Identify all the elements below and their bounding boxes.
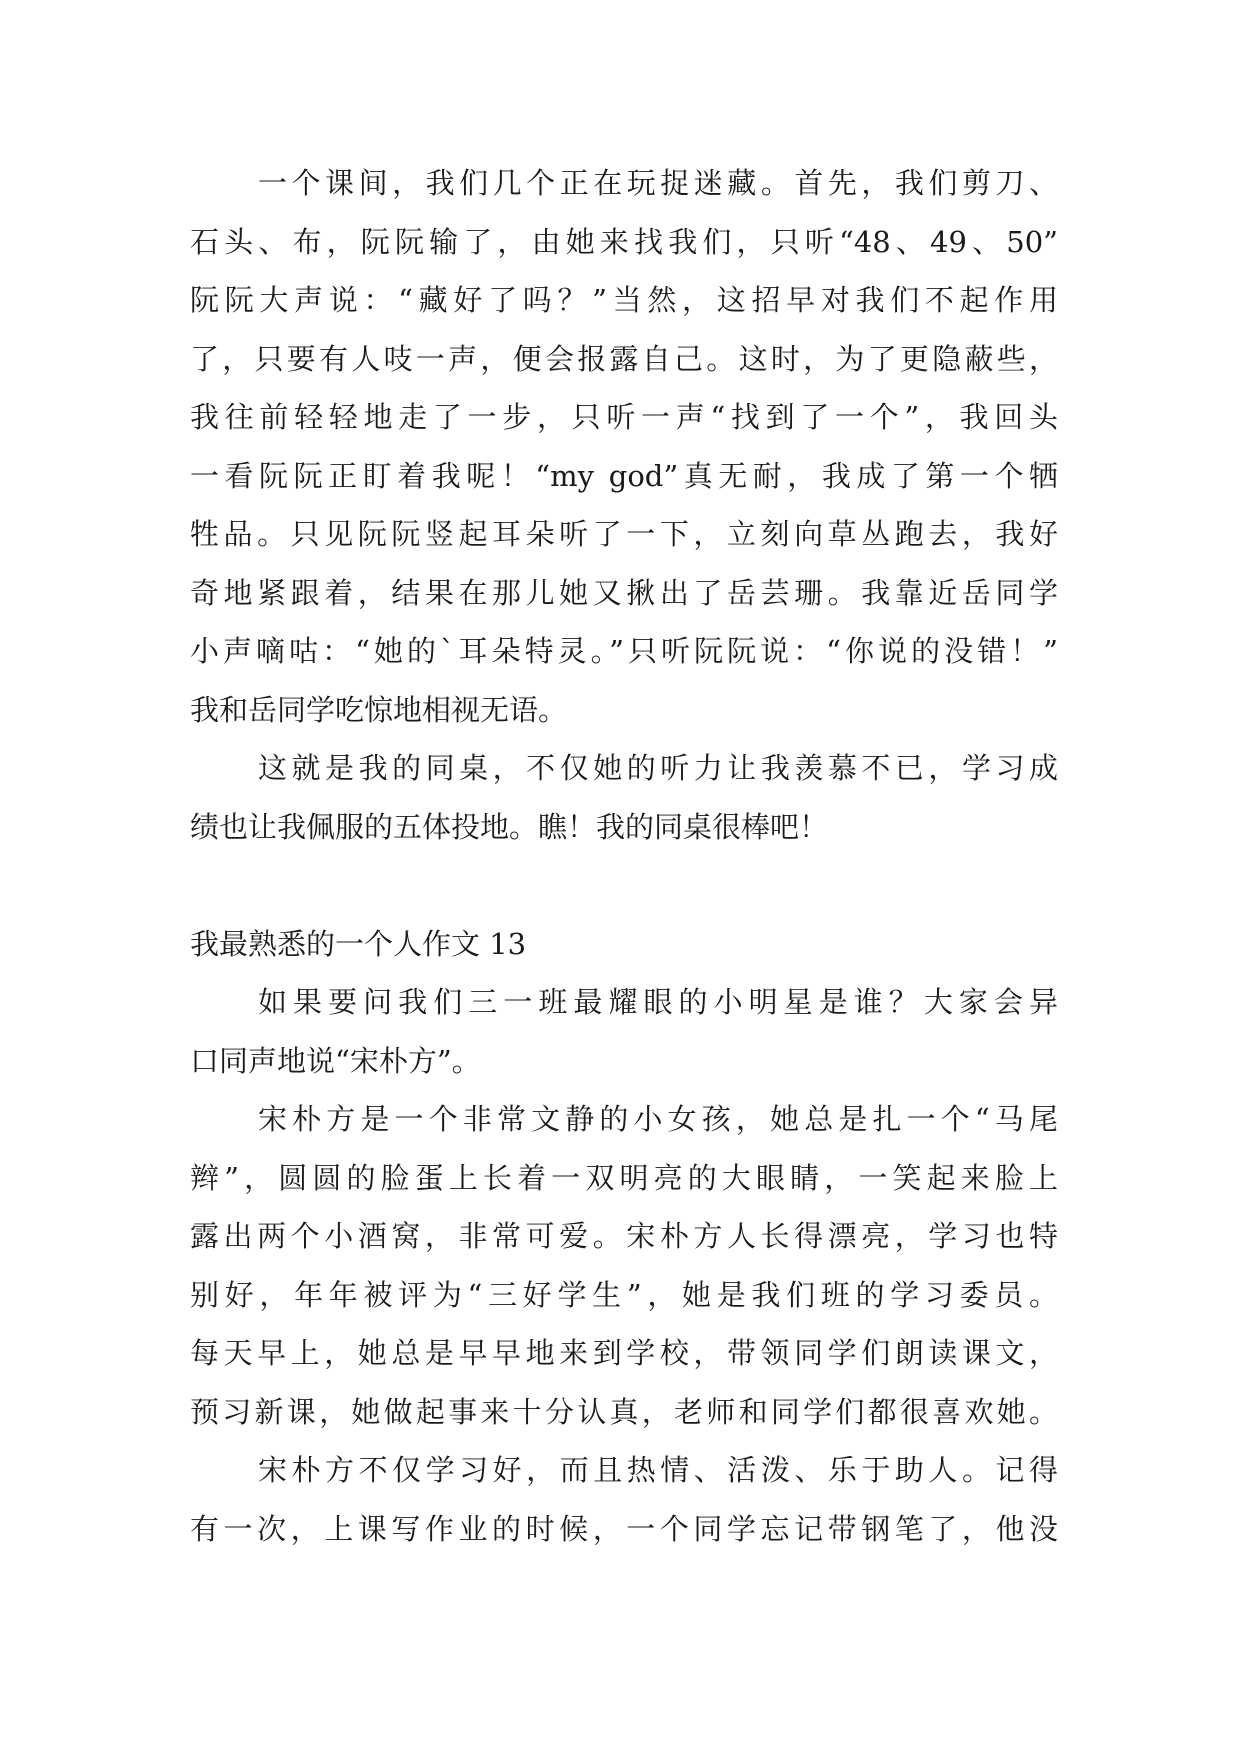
text-line: 牲品。只见阮阮竖起耳朵听了一下，立刻向草丛跑去，我好 <box>190 517 1058 551</box>
document-body <box>190 154 1058 1558</box>
text-line: 露出两个小酒窝，非常可爱。宋朴方人长得漂亮，学习也特 <box>190 1219 1058 1253</box>
text-line: 辫”，圆圆的脸蛋上长着一双明亮的大眼睛，一笑起来脸上 <box>190 1160 1058 1195</box>
text-line: 有一次，上课写作业的时候，一个同学忘记带钢笔了，他没 <box>190 1511 1058 1546</box>
paragraph-5 <box>190 1441 1058 1558</box>
text-line: 我往前轻轻地走了一步，只听一声“找到了一个”，我回头 <box>190 400 1058 434</box>
paragraph-4 <box>190 1090 1058 1441</box>
text-line: 我和岳同学吃惊地相视无语。 <box>190 692 568 727</box>
text-line: 石头、布，阮阮输了，由她来找我们，只听“48、49、50” <box>190 224 1058 259</box>
paragraph-1 <box>190 154 1058 739</box>
text-line: 如果要问我们三一班最耀眼的小明星是谁？大家会异 <box>258 985 1058 1019</box>
text-line: 绩也让我佩服的五体投地。瞧！我的同桌很棒吧！ <box>190 809 829 844</box>
text-line: 小声嘀咕：“她的`耳朵特灵。”只听阮阮说：“你说的没错！” <box>190 634 1058 668</box>
paragraph-3 <box>190 973 1058 1090</box>
text-line: 每天早上，她总是早早地来到学校，带领同学们朗读课文， <box>190 1336 1058 1370</box>
text-line: 奇地紧跟着，结果在那儿她又揪出了岳芸珊。我靠近岳同学 <box>190 575 1058 610</box>
text-line: 了，只要有人吱一声，便会报露自己。这时，为了更隐蔽些， <box>190 341 1058 376</box>
text-line: 一个课间，我们几个正在玩捉迷藏。首先，我们剪刀、 <box>258 166 1058 200</box>
text-line: 预习新课，她做起事来十分认真，老师和同学们都很喜欢她。 <box>190 1394 1058 1429</box>
text-line: 宋朴方是一个非常文静的小女孩，她总是扎一个“马尾 <box>258 1102 1058 1136</box>
text-line: 宋朴方不仅学习好，而且热情、活泼、乐于助人。记得 <box>258 1453 1058 1487</box>
text-line: 一看阮阮正盯着我呢！“my god”真无耐，我成了第一个牺 <box>190 458 1058 493</box>
paragraph-2 <box>190 739 1058 856</box>
text-line: 口同声地说“宋朴方”。 <box>190 1043 481 1078</box>
section-spacer <box>190 856 1058 915</box>
text-line: 阮阮大声说：“藏好了吗？”当然，这招早对我们不起作用 <box>190 283 1058 317</box>
text-line: 这就是我的同桌，不仅她的听力让我羡慕不已，学习成 <box>258 751 1058 785</box>
text-line: 别好，年年被评为“三好学生”，她是我们班的学习委员。 <box>190 1277 1058 1312</box>
section-heading: 我最熟悉的一个人作文 13 <box>190 926 527 961</box>
